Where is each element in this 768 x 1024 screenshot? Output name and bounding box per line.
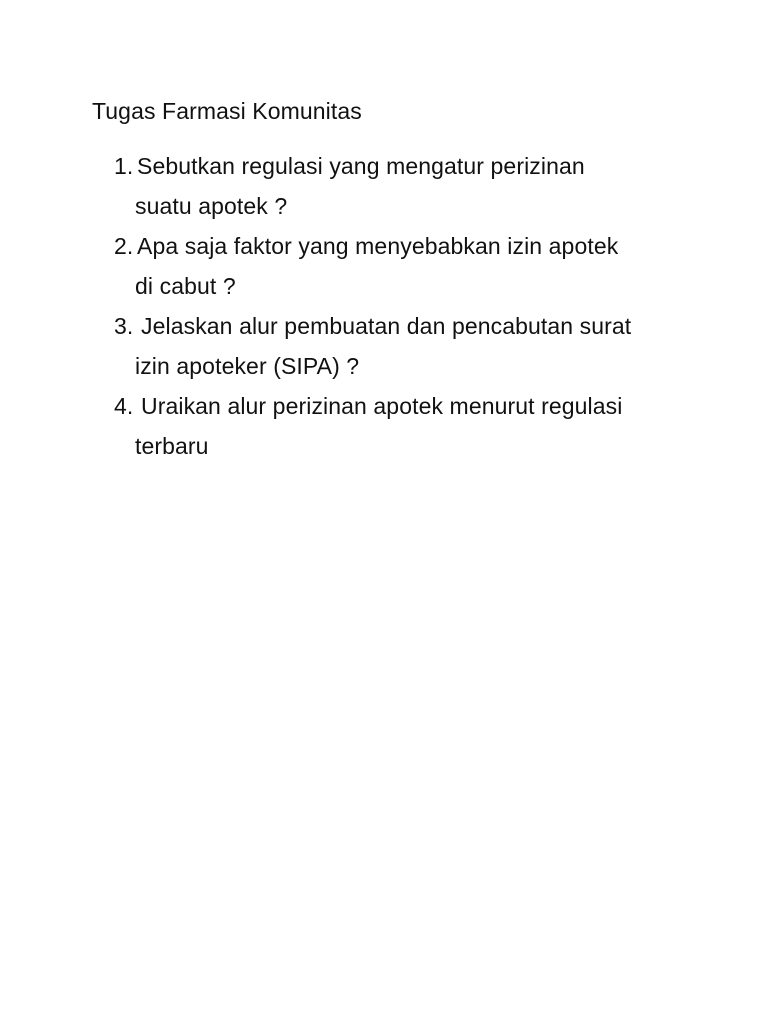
question-text-continued: di cabut ? bbox=[135, 273, 236, 299]
question-line bbox=[0, 186, 768, 226]
question-line bbox=[0, 146, 768, 186]
question-text: Sebutkan regulasi yang mengatur perizinan bbox=[137, 153, 585, 179]
question-text: Uraikan alur perizinan apotek menurut regulasi bbox=[141, 393, 623, 419]
question-text-continued: izin apoteker (SIPA) ? bbox=[135, 353, 360, 379]
question-line bbox=[0, 266, 768, 306]
question-line bbox=[0, 306, 768, 346]
question-text: Apa saja faktor yang menyebabkan izin apotek bbox=[137, 233, 619, 259]
question-number: 2. bbox=[114, 233, 134, 259]
list-item bbox=[0, 146, 768, 226]
question-line bbox=[0, 426, 768, 466]
question-list bbox=[0, 146, 768, 466]
list-item bbox=[0, 306, 768, 386]
question-number: 3. bbox=[114, 313, 134, 339]
question-text-continued: terbaru bbox=[135, 433, 209, 459]
list-item bbox=[0, 226, 768, 306]
question-line bbox=[0, 386, 768, 426]
document-title: Tugas Farmasi Komunitas bbox=[92, 98, 362, 124]
question-text-continued: suatu apotek ? bbox=[135, 193, 288, 219]
question-number: 4. bbox=[114, 393, 134, 419]
question-line bbox=[0, 346, 768, 386]
question-text: Jelaskan alur pembuatan dan pencabutan surat bbox=[141, 313, 632, 339]
list-item bbox=[0, 386, 768, 466]
question-line bbox=[0, 226, 768, 266]
question-number: 1. bbox=[114, 153, 134, 179]
